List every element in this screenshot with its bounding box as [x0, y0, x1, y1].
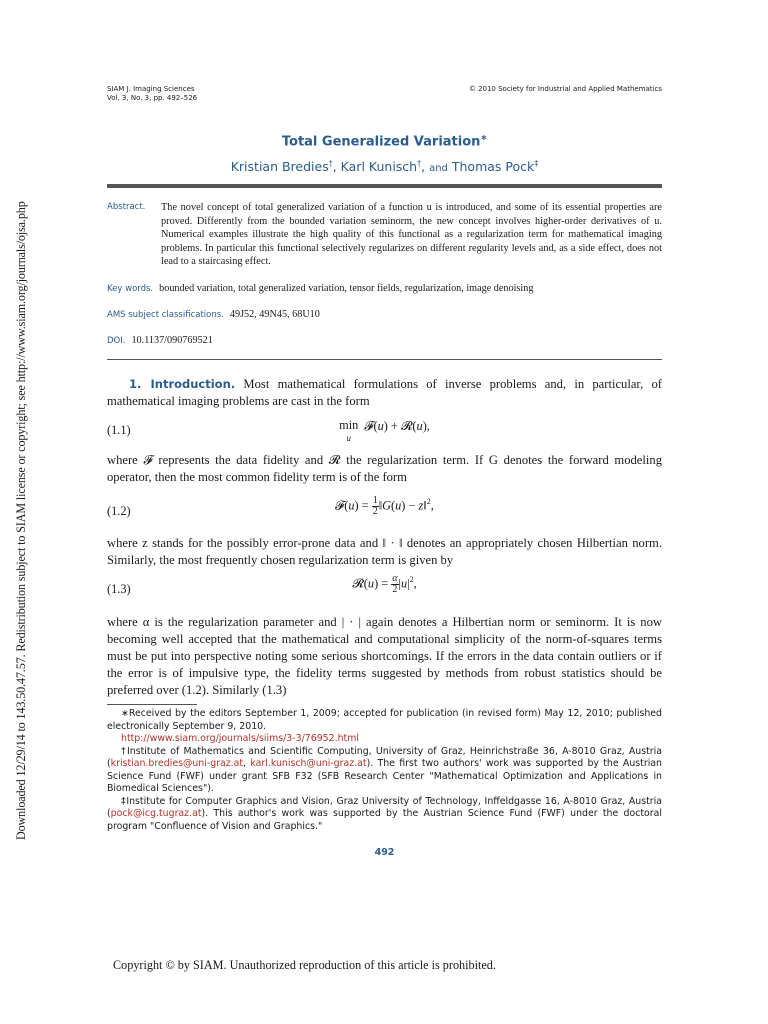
- abstract-rule: [107, 359, 662, 360]
- author-name: Karl Kunisch: [340, 159, 418, 175]
- article-title: [107, 133, 662, 149]
- footnote-affiliation-graz: [107, 746, 662, 796]
- footnote-text: ). This author's work was supported by the Austrian Science Fund (FWF) under the doctoral program "Confluence of Vision and Graphics.": [107, 808, 662, 832]
- footnote-text: †Institute of Mathematics and Scientific Computing, University of Graz, Heinrichstraße 36, A-8010 Graz, Austria (: [107, 745, 662, 769]
- footnote-affiliation-tugraz: [107, 796, 662, 834]
- journal-copyright: © 2010 Society for Industrial and Applied Mathematics: [468, 85, 662, 93]
- equation-number: (1.2): [107, 504, 131, 518]
- equation-number: (1.1): [107, 423, 131, 437]
- footnote-text: ). The first two authors' work was supported by the Austrian Science Fund (FWF) under grant SFB F32 (SFB Research Center "Mathematical Optimization and Applications in Biomedical Sciences").: [107, 758, 662, 794]
- title-text: Total Generalized Variation: [281, 134, 481, 150]
- download-notice-sidebar: Downloaded 12/29/14 to 143.50.47.57. Redistribution subject to SIAM license or copyright; see http://www.siam.org/journals/ojsa.php: [14, 201, 28, 840]
- footnotes: [107, 708, 662, 833]
- intro-paragraph-2: where 𝓕 represents the data fidelity and 𝓡 the regularization term. If G denotes the forward modeling operator, then the most common fidelity term is of the form: [107, 453, 662, 484]
- author-footnote-mark: †: [328, 159, 333, 168]
- author-footnote-mark: ‡: [534, 159, 539, 168]
- equation-1-2: 𝓕(u) = $\frac{1}{2}$ ‖G(u) − z‖$^2$,: [335, 495, 434, 517]
- email-link-pock[interactable]: pock@icg.tugraz.at: [110, 808, 202, 819]
- doi-label: DOI.: [107, 336, 126, 346]
- journal-header: [107, 85, 197, 103]
- ams-row: [107, 309, 662, 320]
- ams-text: 49J52, 49N45, 68U10: [229, 309, 320, 320]
- intro-paragraph-3: where z stands for the possibly error-prone data and ‖ · ‖ denotes an appropriately chosen Hilbertian norm. Similarly, the most frequently chosen regularization term is given by: [107, 536, 662, 567]
- keywords-label: Key words.: [107, 284, 154, 294]
- journal-volume: Vol. 3, No. 3, pp. 492–526: [107, 94, 198, 102]
- title-footnote-mark: ∗: [480, 133, 488, 142]
- abstract-text: The novel concept of total generalized variation of a function u is introduced, and some of its essential properties are proved. Differently from the bounded variation seminorm, the new concept involves higher-order derivatives of u. Numerical examples illustrate the high quality of this functional as a regularization term for mathematical imaging problems. In particular this functional selectively regularizes on different regularity levels and, as a side effect, does not lead to a staircasing effect.: [161, 202, 662, 267]
- keywords-text: bounded variation, total generalized variation, tensor fields, regularization, image denoising: [159, 283, 534, 294]
- intro-paragraph-4: where α is the regularization parameter and | · | again denotes a Hilbertian norm or seminorm. It is now becoming well accepted that the mathematical and computational simplicity of the norm-of-squares terms must be put into perspective noting some serious shortcomings. If the errors in the data contain outliers or if the error is of impulsive type, the fidelity terms suggested by methods from robust statistics should be preferred over (1.2). Similarly (1.3): [107, 615, 662, 697]
- footnote-text: ‡Institute for Computer Graphics and Vision, Graz University of Technology, Inffeldgasse 16, A-8010 Graz, Austria (: [107, 795, 662, 819]
- title-rule: [107, 184, 662, 188]
- doi-row: [107, 335, 662, 346]
- copyright-footer: Copyright © by SIAM. Unauthorized reproduction of this article is prohibited.: [113, 958, 496, 972]
- abstract-label: Abstract.: [107, 202, 146, 212]
- ams-label: AMS subject classifications.: [107, 310, 224, 320]
- email-link-kunisch[interactable]: karl.kunisch@uni-graz.at: [250, 758, 367, 769]
- author-name: Kristian Bredies: [230, 159, 329, 175]
- equation-1-3: 𝓡(u) = $\frac{\alpha}{2}$ $|u|^2$,: [352, 573, 417, 595]
- footnote-received: ∗Received by the editors September 1, 2009; accepted for publication (in revised form) May 12, 2010; published electronically September 9, 2010.: [107, 708, 662, 732]
- page-number: 492: [374, 847, 395, 858]
- footnote-text: ,: [243, 758, 251, 769]
- author-name: Thomas Pock: [451, 159, 535, 175]
- equation-1-1: min u 𝓕(u) + 𝓡(u),: [339, 418, 430, 443]
- keywords-row: [107, 283, 662, 294]
- intro-paragraph-1: [107, 376, 662, 410]
- doi-text: 10.1137/090769521: [131, 335, 213, 346]
- author-list: Kristian Bredies†, Karl Kunisch†, and Thomas Pock‡: [230, 159, 539, 175]
- author-footnote-mark: †: [417, 159, 422, 168]
- journal-name: SIAM J. Imaging Sciences: [107, 85, 195, 93]
- article-url-link[interactable]: http://www.siam.org/journals/siims/3-3/76952.html: [121, 733, 359, 744]
- footnote-rule: [107, 704, 197, 705]
- paragraph-text: Most mathematical formulations of inverse problems and, in particular, of mathematical imaging problems are cast in the form: [107, 377, 663, 408]
- equation-number: (1.3): [107, 582, 131, 596]
- author-conjunction: and: [429, 163, 448, 175]
- section-heading: 1. Introduction.: [129, 377, 236, 391]
- email-link-bredies[interactable]: kristian.bredies@uni-graz.at: [110, 758, 244, 769]
- abstract-block: [107, 201, 662, 269]
